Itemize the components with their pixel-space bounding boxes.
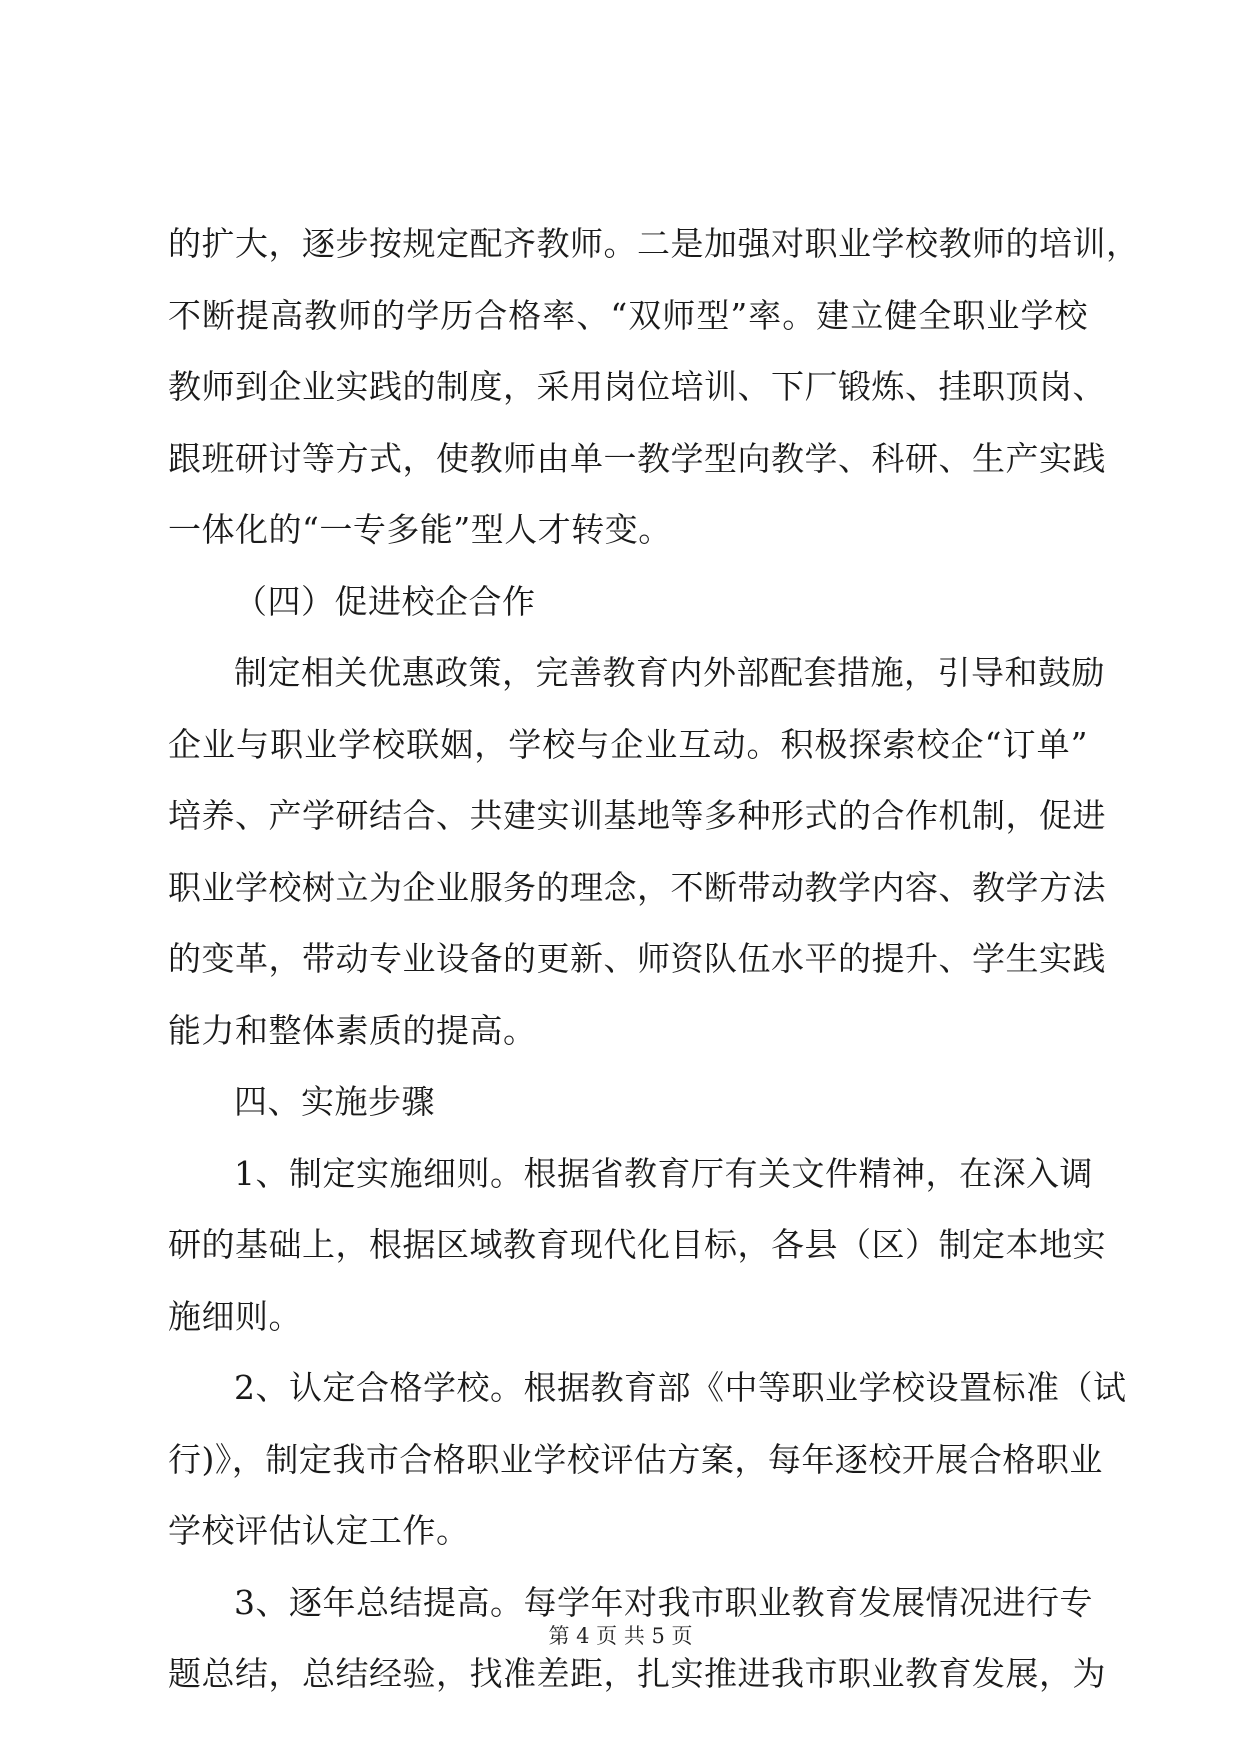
text-line: 2、认定合格学校。根据教育部《中等职业学校设置标准（试 — [234, 1368, 1127, 1407]
text-line: 职业学校树立为企业服务的理念，不断带动教学内容、教学方法 — [168, 867, 1106, 907]
text-line: 不断提高教师的学历合格率、“双师型”率。建立健全职业学校 — [168, 295, 1088, 335]
text-line: 行)》，制定我市合格职业学校评估方案，每年逐校开展合格职业 — [168, 1439, 1103, 1479]
text-line: 四、实施步骤 — [234, 1082, 435, 1121]
text-line: 研的基础上，根据区域教育现代化目标，各县（区）制定本地实 — [168, 1225, 1106, 1264]
text-line: 一体化的“一专多能”型人才转变。 — [168, 510, 672, 549]
text-line: 学校评估认定工作。 — [168, 1511, 470, 1550]
text-line: 教师到企业实践的制度，采用岗位培训、下厂锻炼、挂职顶岗、 — [168, 367, 1106, 406]
text-line: 制定相关优惠政策，完善教育内外部配套措施，引导和鼓励 — [234, 653, 1105, 692]
page-footer: 第 4 页 共 5 页 — [548, 1624, 693, 1648]
text-line: 的变革，带动专业设备的更新、师资队伍水平的提升、学生实践 — [168, 939, 1106, 978]
text-line: 1、制定实施细则。根据省教育厅有关文件精神，在深入调 — [234, 1153, 1093, 1193]
text-line: 3、逐年总结提高。每学年对我市职业教育发展情况进行专 — [234, 1582, 1093, 1622]
document-body — [168, 208, 1140, 1710]
text-line: 施细则。 — [168, 1296, 302, 1336]
text-line: 跟班研讨等方式，使教师由单一教学型向教学、科研、生产实践 — [168, 438, 1106, 478]
text-line: 题总结，总结经验，找准差距，扎实推进我市职业教育发展，为 — [168, 1654, 1106, 1693]
text-line: 能力和整体素质的提高。 — [168, 1010, 537, 1050]
text-line: 企业与职业学校联姻，学校与企业互动。积极探索校企“订单” — [168, 724, 1088, 764]
text-line: 的扩大，逐步按规定配齐教师。二是加强对职业学校教师的培训， — [168, 224, 1140, 263]
text-line: （四）促进校企合作 — [234, 581, 536, 621]
text-line: 培养、产学研结合、共建实训基地等多种形式的合作机制，促进 — [168, 796, 1106, 835]
